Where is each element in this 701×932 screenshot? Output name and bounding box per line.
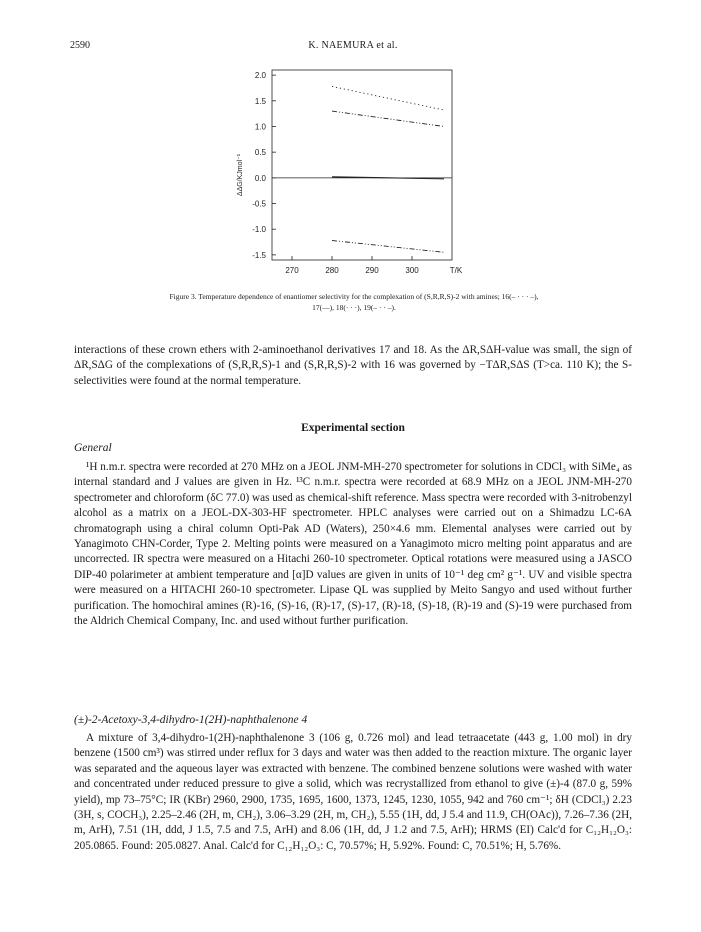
page-number: 2590 [70,40,90,51]
caption-line-2: 17(—), 18(· · ·), 19(– · · –). [312,303,396,312]
compound-paragraph-block [74,731,632,854]
compound-heading: (±)-2-Acetoxy-3,4-dihydro-1(2H)-naphthalenone 4 [74,714,308,726]
y-axis-label: ΔΔG/KJmol⁻¹ [237,153,244,197]
y-tick-label: 2.0 [254,71,266,81]
intro-paragraph: interactions of these crown ethers with 2-aminoethanol derivatives 17 and 18. As the ΔR,SΔH-value was small, the sign of ΔR,SΔG of the complexations of (S,R,R,S)-1 and (S,R,R,S)-2 with 16 was governed by −TΔR,SΔS (T>ca. 110 K); the S-selectivities were found at the normal temperature. [74,344,632,387]
intro-paragraph-block [74,343,632,389]
x-tick-label: 300 [405,266,419,275]
compound-paragraph: A mixture of 3,4-dihydro-1(2H)-naphthalenone 3 (106 g, 0.726 mol) and lead tetraacetate (443 g, 1.00 mol) in dry benzene (1500 cm³) was stirred under reflux for 3 days and water was then added to the reaction mixture. The organic layer was separated and the aqueous layer was extracted with benzene. The combined benzene solutions were washed with water and concentrated under reduced pressure to give a solid, which was recrystallized from ethanol to give (±)-4 (87.0 g, 59% yield), mp 73–75°C; IR (KBr) 2960, 2900, 1735, 1695, 1600, 1373, 1245, 1230, 1055, 942 and 760 cm⁻¹; δH (CDCl₃) 2.23 (3H, s, COCH₃), 2.25–2.46 (2H, m, CH₂), 3.06–3.29 (2H, m, CH₂), 5.55 (1H, dd, J 5.4 and 11.9, CH(OAc)), 7.26–7.36 (2H, m, ArH), 7.51 (1H, ddd, J 1.5, 7.5 and 7.5, ArH) and 8.06 (1H, dd, J 1.2 and 7.5, ArH); HRMS (EI) Calc'd for C₁₂H₁₂O₃: 205.0865. Found: 205.0827. Anal. Calc'd for C₁₂H₁₂O₃: C, 70.57%; H, 5.92%. Found: C, 70.51%; H, 5.76%. [74,732,632,852]
y-tick-label: -1.5 [252,250,266,260]
x-tick-label: 290 [365,266,379,275]
chart-svg [230,60,470,285]
y-tick-label: 0.0 [254,173,266,183]
plot-frame [272,70,452,260]
y-tick-label: 0.5 [254,148,266,158]
general-heading: General [74,442,112,454]
y-tick-label: 1.5 [254,96,266,106]
series-18-line [332,86,444,110]
y-tick-label: 1.0 [254,122,266,132]
x-tick-label: 270 [285,266,299,275]
series-16-line [332,111,444,126]
y-tick-label: -0.5 [252,199,266,209]
series-19-line [332,240,444,252]
caption-line-1: Figure 3. Temperature dependence of enantiomer selectivity for the complexation of (S,R,R,S)-2 with amines; 16(– · · · –), [169,292,539,301]
general-paragraph: ¹H n.m.r. spectra were recorded at 270 MHz on a JEOL JNM-MH-270 spectrometer for solutions in CDCl₃ with SiMe₄ as internal standard and J values are given in Hz. ¹³C n.m.r. spectra were recorded at 68.9 MHz on a JEOL JNM-MH-270 spectrometer and chloroform (δC 77.0) was used as chemical-shift reference. Mass spectra were recorded with 3-nitrobenzyl alcohol as a matrix on a JEOL-DX-303-HF spectrometer. HPLC analyses were carried out on a Shimadzu LC-6A chromatograph using a chiral column Opti-Pak AD (Waters), 250×4.6 mm. Elemental analyses were carried out by Yanagimoto CHN-Corder, Type 2. Melting points were measured on a Yanagimoto micro melting point apparatus and are uncorrected. IR spectra were measured on a Hitachi 260-10 spectrometer. Optical rotations were measured using a JASCO DIP-40 polarimeter at ambient temperature and [α]D values are given in units of 10⁻¹ deg cm² g⁻¹. UV and visible spectra were measured on a HITACHI 260-10 spectrometer. Lipase QL was supplied by Meito Sangyo and used without further purification. The homochiral amines (R)-16, (S)-16, (R)-17, (S)-17, (R)-18, (S)-18, (R)-19 and (S)-19 were purchased from the Aldrich Chemical Company, Inc. and used without further purification. [74,461,632,628]
figure-3-chart [230,60,470,285]
figure-caption [74,291,634,313]
running-head: K. NAEMURA et al. [308,40,398,51]
y-tick-label: -1.0 [252,225,266,235]
section-title: Experimental section [301,422,405,434]
x-tick-label: 280 [325,266,339,275]
x-axis-label: T/K [449,266,463,275]
general-paragraph-block [74,460,632,629]
